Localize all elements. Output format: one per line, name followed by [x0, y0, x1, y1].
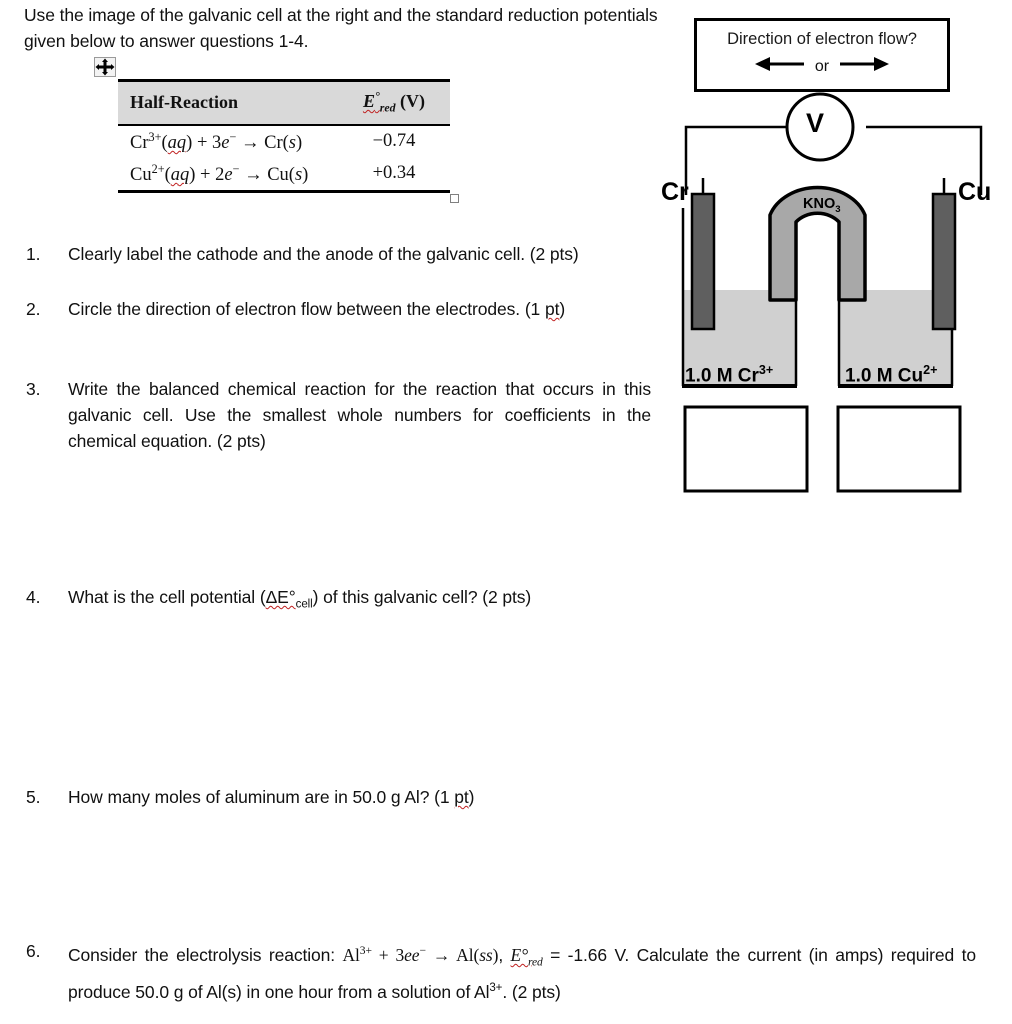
right-solution-charge: 2+	[923, 363, 938, 377]
left-electrode-label: Cr	[661, 178, 689, 206]
question-1-number: 1.	[26, 244, 41, 264]
table-resize-handle-icon[interactable]	[450, 194, 459, 203]
question-2-text: Circle the direction of electron flow between the electrodes. (1 pt)	[68, 299, 566, 319]
salt-bridge-label	[803, 196, 841, 215]
header-e-red	[336, 81, 450, 125]
electron-flow-question-box[interactable]	[694, 18, 950, 92]
answer-box-left[interactable]	[685, 407, 807, 491]
left-solution-label	[685, 363, 773, 387]
table-move-handle-icon[interactable]	[94, 57, 116, 77]
table-row	[118, 125, 450, 158]
header-red-sub: red	[379, 100, 396, 115]
question-2-number: 2.	[26, 299, 41, 319]
question-5-text: How many moles of aluminum are in 50.0 g Al? (1 pt)	[68, 787, 475, 807]
intro-paragraph	[24, 2, 694, 54]
question-6-potential: = -1.66 V.	[542, 944, 630, 965]
intro-text: Use the image of the galvanic cell at the right and the standard reduction potentials given below to answer questions 1-4.	[24, 5, 658, 51]
right-electrode	[933, 178, 955, 329]
question-4-text	[68, 584, 666, 618]
cell-reaction-cu: $Cu^{2+}(aq) + 2e^- \to Cu(s)$	[118, 158, 336, 192]
or-label: or	[814, 57, 830, 75]
question-4-text-before: What is the cell potential (	[68, 587, 266, 607]
question-6-text: Consider the electrolysis reaction: $Al^{3+} + 3ee^- \to Al(ss)$, $E^\circ_{red} = -1.66$ V. Calculate the current (in amps) required to produce 50.0 g of Al(s) in one hour from a solution of $Al^{3+}$. (2 pts)	[68, 944, 976, 1003]
table-header-row	[118, 81, 450, 125]
question-6-equation: $Al^{3+} + 3ee^- \to Al(ss)$	[342, 944, 499, 965]
question-5	[26, 784, 666, 810]
half-reaction-table	[118, 79, 450, 193]
right-electrode-label: Cu	[958, 178, 992, 206]
left-solution-text: 1.0 M Cr	[685, 365, 759, 387]
cell-potential-cu: +0.34	[336, 158, 450, 192]
question-3-text: Write the balanced chemical reaction for the reaction that occurs in this galvanic cell. Use the smallest whole numbers for coefficients in the chemical equation. (2 pts)	[68, 379, 651, 451]
right-solution-label	[845, 363, 937, 387]
question-5-number: 5.	[26, 787, 41, 807]
salt-bridge-formula: KNO	[803, 196, 836, 212]
left-arrow-icon[interactable]	[754, 56, 806, 77]
cell-reaction-cr: $Cr^{3+}(aq) + 3e^- \to Cr(s)$	[130, 129, 303, 153]
right-solution-text: 1.0 M Cu	[845, 365, 924, 387]
question-4-text-after: ) of this galvanic cell? (2 pts)	[312, 587, 532, 607]
galvanic-cell-diagram	[655, 0, 1012, 500]
question-6-text-after: Calculate the current (in amps) required to produce 50.0 g of Al(s) in one hour from a solution of $Al^{3+}$. (2 pts)	[68, 944, 976, 1003]
question-3-number: 3.	[26, 379, 41, 399]
question-6-text-before: Consider the electrolysis reaction:	[68, 944, 343, 965]
question-1-text: Clearly label the cathode and the anode of the galvanic cell. (2 pts)	[68, 244, 579, 264]
voltmeter-label: V	[806, 108, 825, 138]
answer-box-right[interactable]	[838, 407, 960, 491]
question-4	[26, 584, 666, 618]
table-row	[118, 158, 450, 192]
left-electrode	[692, 178, 714, 329]
question-4-symbol: $\Delta E^\circ_{cell}$	[265, 587, 313, 611]
left-solution-charge: 3+	[758, 363, 774, 377]
question-2	[26, 296, 666, 322]
header-degree: °	[374, 89, 380, 103]
right-arrow-icon[interactable]	[838, 56, 890, 77]
header-half-reaction: Half-Reaction	[130, 91, 238, 112]
question-6	[26, 938, 976, 1005]
salt-bridge-subscript: 3	[835, 203, 841, 215]
question-6-number: 6.	[26, 941, 41, 961]
electron-flow-question-text: Direction of electron flow?	[727, 30, 917, 48]
electron-flow-arrow-row	[697, 56, 947, 77]
cell-potential-cr: −0.74	[372, 131, 416, 152]
header-unit: (V)	[395, 91, 426, 111]
header-e-symbol: E	[362, 91, 375, 111]
question-1	[26, 241, 666, 267]
question-4-number: 4.	[26, 587, 41, 607]
question-3	[26, 376, 651, 454]
question-6-e-symbol: $E^\circ_{red}$	[510, 944, 543, 969]
